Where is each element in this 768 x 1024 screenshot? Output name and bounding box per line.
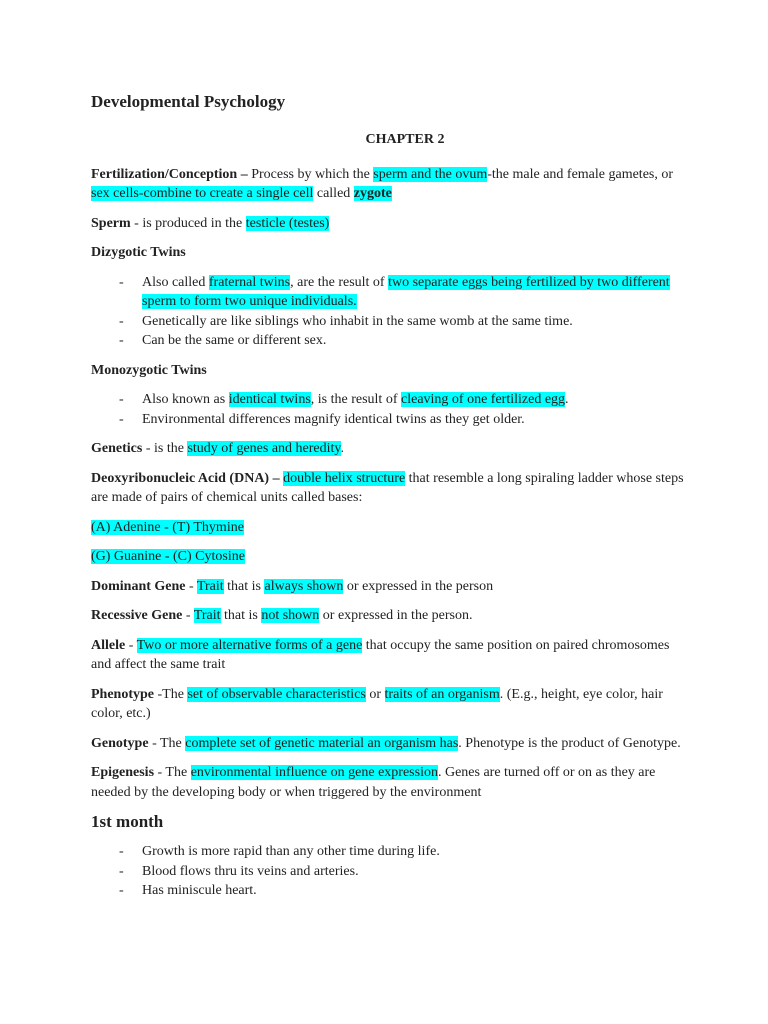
genetics-definition: Genetics - is the study of genes and heredity. [91, 441, 344, 456]
dna-definition: Deoxyribonucleic Acid (DNA) – double helix structure that resemble a long spiraling ladder whose steps are made of pairs of chemical units called bases: [91, 470, 684, 505]
list-item: - Also called fraternal twins, are the result of two separate eggs being fertilized by two different sperm to form two unique individuals. [91, 273, 691, 312]
list-item: - Has miniscule heart. [91, 881, 691, 901]
first-month-list [91, 842, 691, 901]
base-pair-gc: (G) Guanine - (C) Cytosine [91, 549, 245, 564]
monozygotic-list [91, 390, 691, 429]
chapter-heading: CHAPTER 2 [365, 132, 445, 147]
list-item: - Blood flows thru its veins and arteries. [91, 862, 691, 882]
sperm-definition: Sperm - is produced in the testicle (testes) [91, 215, 330, 231]
epigenesis-definition: Epigenesis - The environmental influence on gene expression. Genes are turned off or on as they are needed by the developing body or when triggered by the environment [91, 765, 656, 800]
list-item: - Genetically are like siblings who inhabit in the same womb at the same time. [91, 312, 691, 332]
genotype-definition: Genotype - The complete set of genetic material an organism has. Phenotype is the product of Genotype. [91, 735, 681, 751]
list-item: - Environmental differences magnify identical twins as they get older. [91, 410, 691, 430]
list-item: - Also known as identical twins, is the result of cleaving of one fertilized egg. [91, 390, 691, 410]
base-pair-at: (A) Adenine - (T) Thymine [91, 519, 244, 535]
fertilization-definition: Fertilization/Conception – Process by which the sperm and the ovum-the male and female gametes, or sex cells-combine to create a single cell called zygote [91, 166, 674, 201]
list-item: - Can be the same or different sex. [91, 331, 691, 351]
recessive-gene-definition: Recessive Gene - Trait that is not shown or expressed in the person. [91, 608, 473, 623]
dizygotic-list [91, 273, 691, 351]
document-page [91, 92, 691, 911]
first-month-heading: 1st month [91, 812, 164, 831]
allele-definition: Allele - Two or more alternative forms of a gene that occupy the same position on paired chromosomes and affect the same trait [91, 637, 670, 672]
document-title: Developmental Psychology [91, 92, 286, 111]
list-item: - Growth is more rapid than any other time during life. [91, 842, 691, 862]
dizygotic-heading: Dizygotic Twins [91, 245, 186, 260]
dominant-gene-definition: Dominant Gene - Trait that is always shown or expressed in the person [91, 578, 494, 594]
monozygotic-heading: Monozygotic Twins [91, 362, 207, 378]
phenotype-definition: Phenotype -The set of observable characteristics or traits of an organism. (E.g., height, eye color, hair color, etc.) [91, 686, 663, 721]
